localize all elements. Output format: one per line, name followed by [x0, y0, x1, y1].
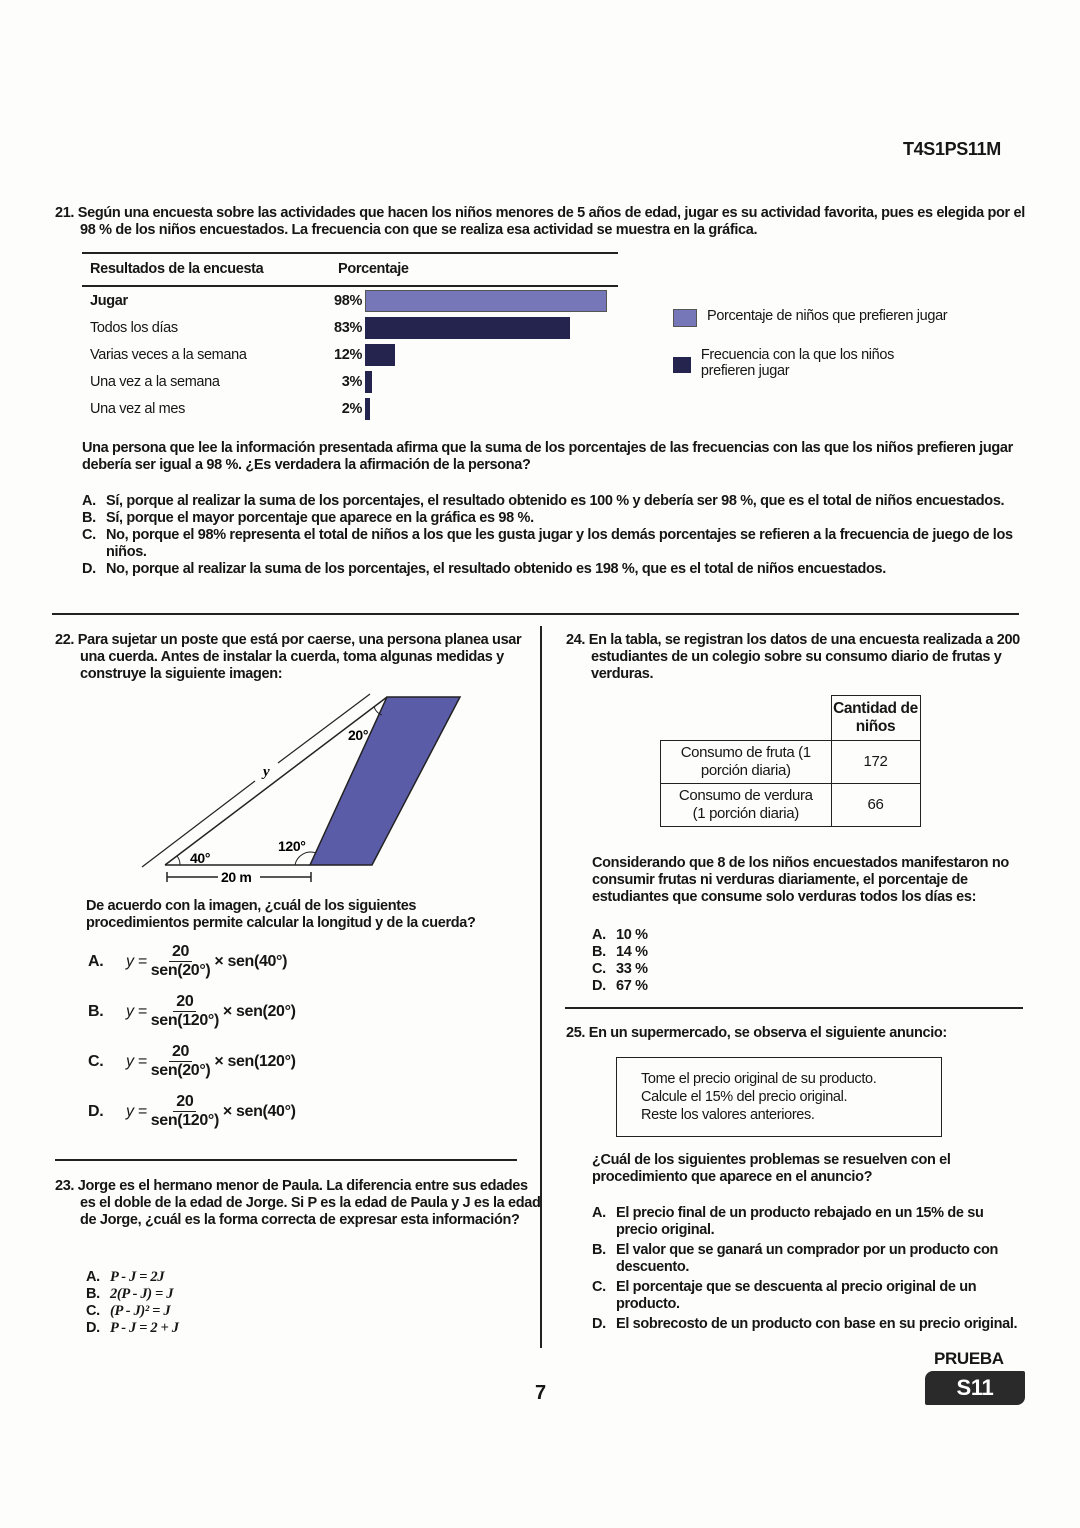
formula-rhs: × sen(40°)	[222, 1102, 296, 1120]
chart-row	[82, 344, 395, 366]
numerator: 20	[169, 943, 192, 962]
option-a[interactable]	[86, 1269, 179, 1286]
q25-number: 25.	[566, 1025, 586, 1041]
q22-options	[88, 943, 296, 1143]
fraction	[151, 993, 219, 1030]
angle-20-label: 20°	[348, 727, 369, 743]
option-letter: D.	[88, 1102, 104, 1120]
numerator: 20	[173, 993, 196, 1012]
q24-prompt: Considerando que 8 de los niños encuestados manifestaron no consumir frutas ni verduras diariamente, el porcentaje de estudiantes que consume solo verduras todos los días es:	[592, 855, 1009, 905]
option-text: El precio final de un producto rebajado en un 15% de su precio original.	[616, 1205, 984, 1238]
option-c[interactable]	[592, 1279, 1024, 1313]
row-label: Consumo de verdura (1 porción diaria)	[661, 784, 832, 827]
denominator: sen(120°)	[150, 1012, 219, 1029]
page-code: T4S1PS11M	[903, 139, 1001, 159]
legend-item-prefer	[673, 308, 947, 327]
denominator: sen(20°)	[150, 1062, 211, 1079]
option-letter: B.	[88, 1002, 104, 1020]
chart-row	[82, 290, 607, 312]
option-c[interactable]	[82, 527, 1017, 561]
test-label: PRUEBA	[934, 1349, 1004, 1368]
row-label: Jugar	[90, 293, 128, 309]
q21-prompt: Una persona que lee la información presentada afirma que la suma de los porcentajes de las frecuencias con las que los niños prefieren jugar debería ser igual a 98 %. ¿Es verdadera la afirmación de la persona?	[82, 440, 1013, 473]
header-results: Resultados de la encuesta	[90, 261, 264, 277]
table-row	[661, 741, 921, 784]
option-b[interactable]	[592, 944, 648, 961]
option-text: 10 %	[616, 927, 648, 943]
option-text: No, porque el 98% representa el total de niños a los que les gusta jugar y los demás porcentajes se refieren a la frecuencia de juego de los niños.	[106, 527, 1013, 560]
legend-item-frequency	[673, 347, 933, 379]
chart-row	[82, 371, 372, 393]
formula-lhs: y =	[126, 1052, 147, 1070]
option-a[interactable]	[82, 493, 1017, 510]
notice-line: Tome el precio original de su producto.	[641, 1071, 877, 1087]
option-b[interactable]	[88, 993, 296, 1030]
option-d[interactable]	[88, 1093, 296, 1130]
option-letter: B.	[82, 510, 96, 526]
option-letter: C.	[88, 1052, 104, 1070]
q24-options	[592, 927, 648, 995]
angle-40-label: 40°	[190, 850, 211, 866]
row-label: Consumo de fruta (1 porción diaria)	[661, 741, 832, 784]
q21-chart	[82, 252, 618, 422]
formula-lhs: y =	[126, 1002, 147, 1020]
option-text: P - J = 2 + J	[110, 1320, 179, 1336]
q22-number: 22.	[55, 632, 75, 648]
q24-table	[660, 695, 921, 827]
row-label: Una vez a la semana	[90, 374, 220, 390]
q23-options	[86, 1269, 179, 1337]
option-text: 2(P - J) = J	[110, 1286, 174, 1302]
formula-rhs: × sen(20°)	[222, 1002, 296, 1020]
numerator: 20	[169, 1043, 192, 1062]
row-label: Varias veces a la semana	[90, 347, 247, 363]
option-letter: A.	[592, 1205, 606, 1221]
q25-prompt: ¿Cuál de los siguientes problemas se resuelven con el procedimiento que aparece en el anuncio?	[592, 1152, 951, 1185]
q22-statement: Para sujetar un poste que está por caerse, una persona planea usar una cuerda. Antes de instalar la cuerda, toma algunas medidas y construye la siguiente imagen:	[77, 632, 522, 682]
q22-text	[55, 632, 540, 683]
option-c[interactable]	[592, 961, 648, 978]
legend-label: Frecuencia con la que los niños prefieren jugar	[700, 347, 894, 379]
option-letter: A.	[82, 493, 96, 509]
bar-freq	[365, 371, 372, 393]
option-d[interactable]	[592, 978, 648, 995]
option-text: El valor que se ganará un comprador por un producto con descuento.	[616, 1242, 998, 1275]
q25-options	[592, 1205, 1024, 1336]
option-letter: C.	[82, 527, 96, 543]
rope-y-label: y	[263, 764, 270, 780]
q25-notice	[616, 1057, 942, 1137]
row-percentage: 83%	[334, 320, 362, 336]
row-value: 66	[831, 784, 920, 827]
page-number: 7	[535, 1382, 546, 1404]
q23-statement: Jorge es el hermano menor de Paula. La diferencia entre sus edades es el doble de la edad de Jorge. Si P es la edad de Paula y J es la edad de Jorge, ¿cuál es la forma correcta de expresar esta información?	[77, 1178, 541, 1228]
legend-swatch	[673, 357, 691, 373]
chart-row	[82, 398, 370, 420]
option-a[interactable]	[592, 927, 648, 944]
row-percentage: 12%	[334, 347, 362, 363]
option-text: (P - J)² = J	[110, 1303, 171, 1319]
test-code-badge: S11	[925, 1371, 1025, 1405]
option-letter: B.	[592, 944, 606, 960]
option-b[interactable]	[82, 510, 1017, 527]
legend-label: Porcentaje de niños que prefieren jugar	[707, 308, 948, 324]
q24-text	[566, 632, 1043, 683]
pole-diagram	[130, 690, 470, 890]
q25-text	[566, 1025, 1018, 1042]
option-letter: A.	[88, 952, 104, 970]
option-letter: A.	[86, 1269, 100, 1285]
base-length-label: 20 m	[221, 869, 252, 885]
table-header-count: Cantidad de niños	[831, 696, 920, 741]
chart-row	[82, 317, 570, 339]
angle-120-label: 120°	[278, 838, 306, 854]
notice-line: Reste los valores anteriores.	[641, 1107, 815, 1123]
row-value: 172	[831, 741, 920, 784]
numerator: 20	[173, 1093, 196, 1112]
q21-legend	[673, 308, 947, 379]
formula-rhs: × sen(40°)	[214, 952, 288, 970]
row-label: Una vez al mes	[90, 401, 186, 417]
legend-swatch	[673, 309, 697, 327]
q24-number: 24.	[566, 632, 586, 648]
option-a[interactable]	[88, 943, 296, 980]
option-letter: D.	[82, 561, 96, 577]
formula-lhs: y =	[126, 952, 147, 970]
row-label: Todos los días	[90, 320, 178, 336]
option-letter: D.	[592, 978, 606, 994]
option-b[interactable]	[86, 1286, 179, 1303]
row-percentage: 2%	[341, 401, 362, 417]
table-row	[661, 784, 921, 827]
option-d[interactable]	[82, 561, 1017, 578]
option-c[interactable]	[86, 1303, 179, 1320]
option-letter: C.	[592, 961, 606, 977]
option-text: 14 %	[616, 944, 648, 960]
bar-prefer	[365, 290, 607, 312]
denominator: sen(20°)	[150, 962, 211, 979]
option-letter: A.	[592, 927, 606, 943]
option-text: 33 %	[616, 961, 648, 977]
fraction	[151, 1043, 211, 1080]
option-text: El sobrecosto de un producto con base en su precio original.	[616, 1316, 1018, 1332]
bar-freq	[365, 398, 370, 420]
option-c[interactable]	[88, 1043, 296, 1080]
option-b[interactable]	[592, 1242, 1024, 1276]
option-text: 67 %	[616, 978, 648, 994]
q21-text	[55, 205, 1040, 239]
fraction	[151, 943, 211, 980]
q22-prompt: De acuerdo con la imagen, ¿cuál de los siguientes procedimientos permite calcular la longitud y de la cuerda?	[86, 898, 476, 931]
q23-text	[55, 1178, 542, 1229]
denominator: sen(120°)	[150, 1112, 219, 1129]
fraction	[151, 1093, 219, 1130]
option-d[interactable]	[592, 1316, 1024, 1333]
row-percentage: 98%	[334, 293, 362, 309]
q21-options	[82, 493, 1017, 578]
bar-freq	[365, 344, 395, 366]
q24-statement: En la tabla, se registran los datos de una encuesta realizada a 200 estudiantes de un colegio sobre su consumo diario de frutas y verduras.	[588, 632, 1020, 682]
option-letter: D.	[592, 1316, 606, 1332]
option-letter: C.	[86, 1303, 100, 1319]
option-a[interactable]	[592, 1205, 1024, 1239]
q21-statement: Según una encuesta sobre las actividades que hacen los niños menores de 5 años de edad, jugar es su actividad favorita, pues es elegida por el 98 % de los niños encuestados. La frecuencia con que se realiza esa actividad se muestra en la gráfica.	[77, 205, 1025, 238]
formula-rhs: × sen(120°)	[214, 1052, 296, 1070]
option-letter: C.	[592, 1279, 606, 1295]
option-letter: B.	[86, 1286, 100, 1302]
q25-statement: En un supermercado, se observa el siguiente anuncio:	[588, 1025, 947, 1041]
option-text: No, porque al realizar la suma de los porcentajes, el resultado obtenido es 198 %, que es el total de niños encuestados.	[106, 561, 886, 577]
option-letter: D.	[86, 1320, 100, 1336]
option-text: Sí, porque al realizar la suma de los porcentajes, el resultado obtenido es 100 % y debería ser 98 %, que es el total de niños encuestados.	[106, 493, 1005, 509]
formula-lhs: y =	[126, 1102, 147, 1120]
row-percentage: 3%	[341, 374, 362, 390]
option-text: Sí, porque el mayor porcentaje que aparece en la gráfica es 98 %.	[106, 510, 534, 526]
bar-freq	[365, 317, 570, 339]
option-text: El porcentaje que se descuenta al precio original de un producto.	[616, 1279, 977, 1312]
notice-line: Calcule el 15% del precio original.	[641, 1089, 848, 1105]
header-percentage: Porcentaje	[338, 261, 409, 277]
q23-number: 23.	[55, 1178, 75, 1194]
option-d[interactable]	[86, 1320, 179, 1337]
q21-number: 21.	[55, 205, 75, 221]
option-letter: B.	[592, 1242, 606, 1258]
option-text: P - J = 2J	[110, 1269, 165, 1285]
